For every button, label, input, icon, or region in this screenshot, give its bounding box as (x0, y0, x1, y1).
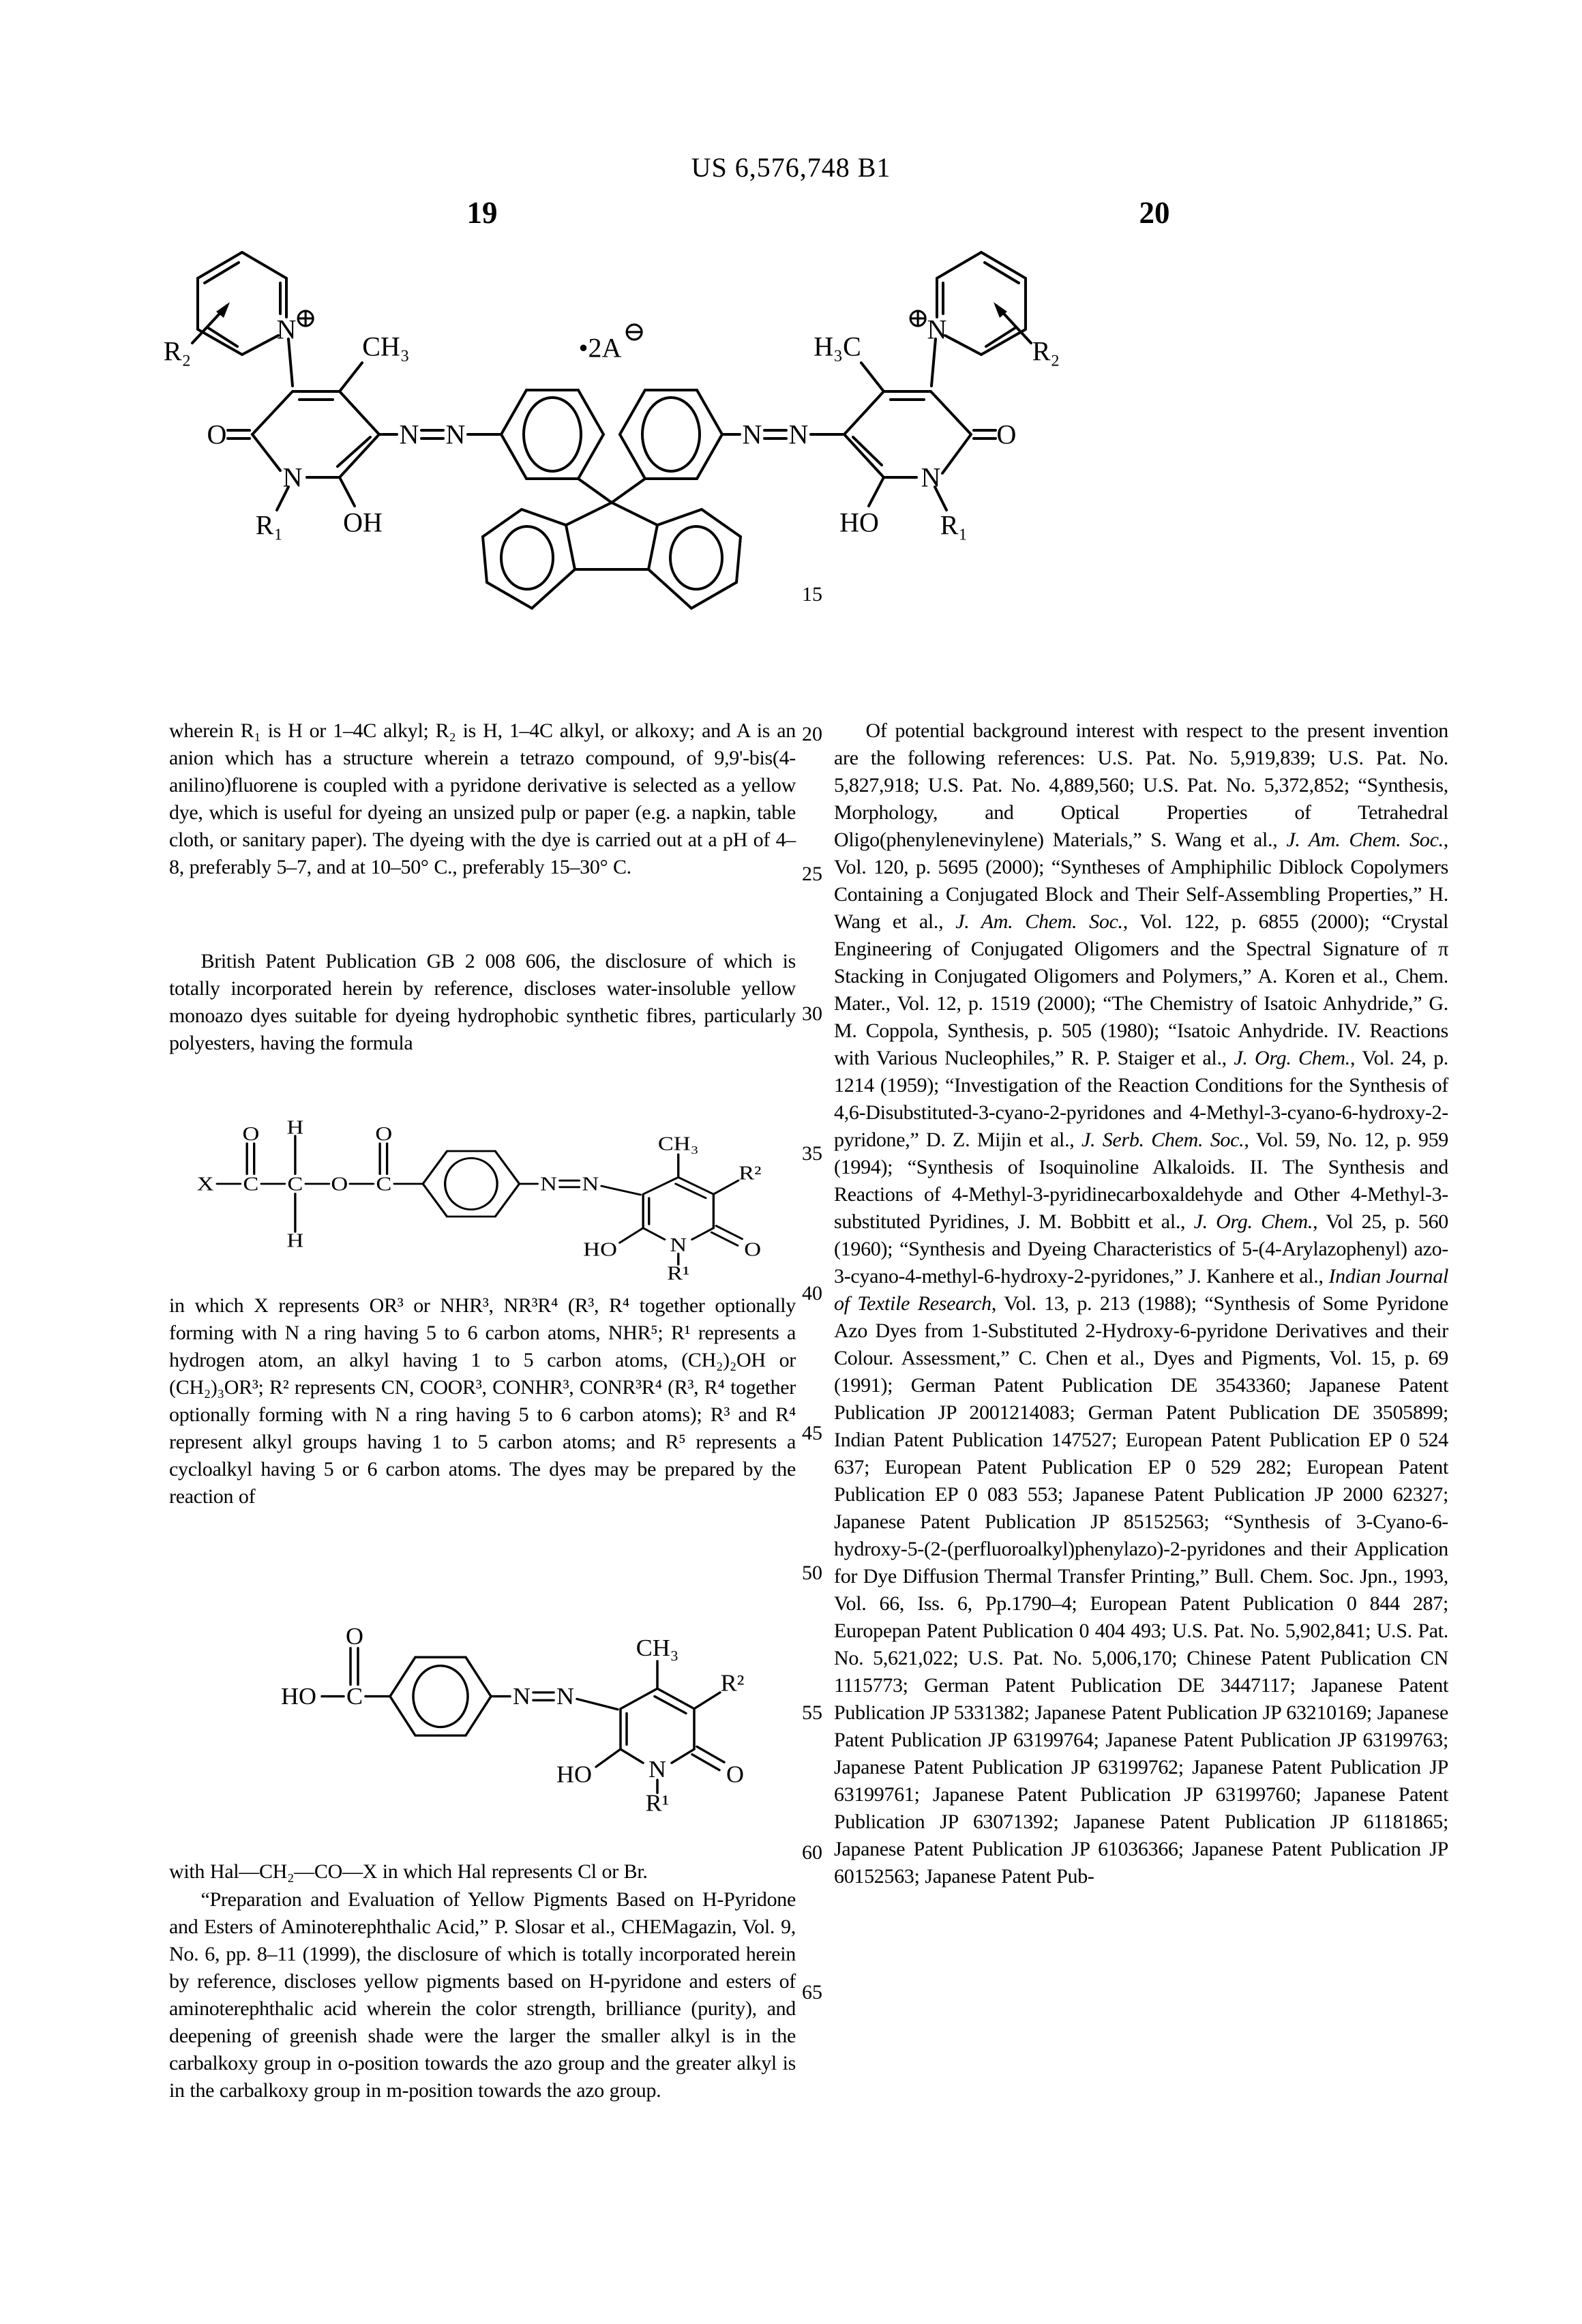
oxygen-label: O (375, 1122, 393, 1145)
ester-oxygen-label: O (331, 1173, 348, 1195)
counterion-text: •2A (578, 332, 622, 363)
anilino-phenyl-left (501, 390, 612, 503)
ring-nitrogen-label: N (282, 462, 303, 493)
carbonyl-oxygen-label: O (207, 419, 227, 450)
plus-charge-icon: ⊕ (906, 302, 929, 333)
azo-nitrogen-label: N (445, 419, 466, 450)
hydroxyl-label: OH (343, 507, 383, 538)
paragraph-substituent-definitions: in which X represents OR³ or NHR³, NR³R⁴ (R³, R⁴ together optionally forming with N a ring having 5 to 6 carbon atoms, NHR⁵; R¹ represents a hydrogen atom, an alkyl having 1 to 5 carbon atoms, (CH₂)₂OH or (CH₂)₃OR³; R² represents CN, COOR³, CONHR³, CONR³R⁴ (R³, R⁴ together optionally forming with N a ring having 5 to 6 carbon atoms); R³ and R⁴ represent alkyl groups having 1 to 5 carbon atoms; and R⁵ represents a cycloalkyl having 5 or 6 carbon atoms. The dyes may be prepared by the reaction of (169, 1294, 796, 1508)
azo-group (491, 1684, 618, 1710)
hydrogen-label: H (286, 1230, 304, 1252)
hydroxyl-label: HO (839, 507, 879, 538)
gutter-line-number: 60 (802, 1841, 822, 1864)
gutter-line-number: 40 (802, 1282, 822, 1305)
gutter-line-number: 25 (802, 863, 822, 885)
monoazo-dye-formula-structure (191, 1091, 777, 1285)
ring-nitrogen-label: N (648, 1756, 666, 1783)
paragraph-slosar-reference: “Preparation and Evaluation of Yellow Pigments Based on H-Pyridone and Esters of Aminoterephthalic Acid,” P. Slosar et al., CHEMagazin, Vol. 9, No. 6, pp. 8–11 (1999), the disclosure of which is totally incorporated herein by reference, discloses yellow pigments based on H-pyridone and esters of aminoterephthalic acid wherein the color strength, brilliance (purity), and deepening of greenish shade were the larger the smaller alkyl is in the carbalkoxy group in o-position towards the azo group and the greater alkyl is in the carbalkoxy group in m-position towards the azo group. (169, 1888, 796, 2102)
hydroxyl-label: HO (556, 1761, 592, 1788)
pyridinium-ring-right (906, 252, 1060, 367)
carbonyl-oxygen-label: O (726, 1761, 744, 1788)
gutter-line-number: 55 (802, 1701, 822, 1724)
methyl-label: H₃C (814, 331, 861, 362)
azo-nitrogen-label: N (540, 1173, 558, 1195)
fluorene-core (483, 503, 741, 608)
oxygen-label: O (346, 1623, 363, 1650)
azo-nitrogen-label: N (788, 419, 809, 450)
r1-substituent-label: R¹ (667, 1262, 690, 1285)
gutter-line-number: 30 (802, 1002, 822, 1025)
carbon-label: C (243, 1173, 259, 1195)
azo-nitrogen-label: N (399, 419, 419, 450)
column-number-19: 19 (466, 196, 498, 230)
pyridone-ring (556, 1635, 744, 1817)
hydroxyl-label: HO (281, 1683, 316, 1710)
counterion-label (579, 316, 646, 363)
carboxy-azo-dye-structure (273, 1585, 805, 1817)
azo-group (520, 1173, 641, 1195)
methyl-label: CH₃ (362, 331, 410, 362)
x-group-label: X (196, 1173, 214, 1195)
hydroxyl-label: HO (583, 1238, 617, 1260)
carbon-label: C (287, 1173, 303, 1195)
azo-group-right (722, 419, 844, 450)
oxygen-label: O (242, 1122, 260, 1145)
counterion-charge-icon: ⊖ (623, 316, 646, 347)
azo-nitrogen-label: N (513, 1683, 531, 1710)
pyridone-ring-right (814, 331, 1016, 541)
r2-substituent-label: R₂ (163, 336, 192, 367)
methyl-label: CH₃ (636, 1635, 679, 1661)
paragraph-background-references: Of potential background interest with respect to the present invention are the following references: U.S. Pat. No. 5,919,839; U.S. Pat. No. 5,827,918; U.S. Pat. No. 4,889,560; U.S. Pat. No. 5,372,852; “Synthesis, Morphology, and Optical Properties of Tetrahedral Oligo(phenylenevinylene) Materials,” S. Wang et al., J. Am. Chem. Soc., Vol. 120, p. 5695 (2000); “Syntheses of Amphiphilic Diblock Copolymers Containing a Conjugated Block and Their Self-Assembling Properties,” H. Wang et al., J. Am. Chem. Soc., Vol. 122, p. 6855 (2000); “Crystal Engineering of Conjugated Oligomers and the Spectral Signature of π Stacking in Conjugated Oligomers and Polymers,” A. Koren et al., Chem. Mater., Vol. 12, p. 1519 (2000); “The Chemistry of Isatoic Anhydride,” G. M. Coppola, Synthesis, p. 505 (1980); “Isatoic Anhydride. IV. Reactions with Various Nucleophiles,” R. P. Staiger et al., J. Org. Chem., Vol. 24, p. 1214 (1959); “Investigation of the Reaction Conditions for the Synthesis of 4,6-Disubstituted-3-cyano-2-pyridones and 4-Methyl-3-cyano-6-hydroxy-2-pyridone,” D. Z. Mijin et al., J. Serb. Chem. Soc., Vol. 59, No. 12, p. 959 (1994); “Synthesis of Isoquinoline Alkaloids. II. The Synthesis and Reactions of 4-Methyl-3-pyridinecarboxaldehyde and Other 4-Methyl-3-substituted Pyridines, J. M. Bobbitt et al., J. Org. Chem., Vol 25, p. 560 (1960); “Synthesis and Dyeing Characteristics of 5-(4-Arylazophenyl) azo-3-cyano-4-methyl-6-hydroxy-2-pyridones,” J. Kanhere et al., Indian Journal of Textile Research, Vol. 13, p. 213 (1988); “Synthesis of Some Pyridone Azo Dyes from 1-Substituted 2-Hydroxy-6-pyridone Derivatives and their Colour. Assessment,” C. Chen et al., Dyes and Pigments, Vol. 15, p. 69 (1991); German Patent Publication DE 3543360; Japanese Patent Publication JP 2001214083; German Patent Publication DE 3505899; Indian Patent Publication 147527; European Patent Publication EP 0 524 637; European Patent Publication EP 0 529 282; European Patent Publication EP 0 083 553; Japanese Patent Publication JP 2000 62327; Japanese Patent Publication JP 85152563; “Synthesis of 3-Cyano-6-hydroxy-5-(2-(perfluoroalkyl)phenylazo)-2-pyridones and their Application for Dye Diffusion Thermal Transfer Printing,” Bull. Chem. Soc. Jpn., 1993, Vol. 66, Iss. 6, Pp.1790–4; European Patent Publication 0 844 287; Europepan Patent Publication 0 404 493; U.S. Pat. No. 5,902,841; U.S. Pat. No. 5,621,022; U.S. Pat. No. 5,006,170; Chinese Patent Publication CN 1115773; German Patent Publication DE 3447117; Japanese Patent Publication JP 5331382; Japanese Patent Publication JP 63210169; Japanese Patent Publication JP 63199764; Japanese Patent Publication JP 63199763; Japanese Patent Publication JP 63199762; Japanese Patent Publication JP 63199761; Japanese Patent Publication JP 63199760; Japanese Patent Publication JP 63071392; Japanese Patent Publication JP 61181865; Japanese Patent Publication JP 61036366; Japanese Patent Publication JP 60152563; Japanese Patent Pub- (834, 719, 1448, 1888)
r1-substituent-label: R¹ (645, 1790, 670, 1817)
carboxylic-acid-group (281, 1624, 390, 1710)
ring-nitrogen-label: N (921, 462, 941, 493)
azo-nitrogen-label: N (556, 1683, 574, 1710)
carbon-label: C (346, 1683, 363, 1710)
patent-number-header: US 6,576,748 B1 (691, 152, 891, 183)
methyl-label: CH₃ (657, 1132, 699, 1154)
ring-nitrogen-label: N (670, 1234, 687, 1256)
gutter-line-number: 35 (802, 1142, 822, 1165)
carbon-label: C (376, 1173, 392, 1195)
pyridinium-ring-left (164, 252, 317, 367)
azo-group-left (379, 419, 501, 450)
azo-nitrogen-label: N (582, 1173, 599, 1195)
r1-substituent-label: R₁ (940, 509, 968, 541)
ester-chain (197, 1116, 423, 1251)
gutter-line-number: 50 (802, 1562, 822, 1584)
paragraph-british-patent: British Patent Publication GB 2 008 606, the disclosure of which is totally incorporated herein by reference, discloses water-insoluble yellow monoazo dyes suitable for dyeing hydrophobic synthetic fibres, particularly polyesters, having the formula (169, 950, 796, 1054)
gutter-line-number: 15 (802, 583, 822, 606)
gutter-line-number: 45 (802, 1422, 822, 1444)
carbonyl-oxygen-label: O (996, 419, 1017, 450)
r1-substituent-label: R₁ (255, 509, 284, 541)
paragraph-wherein-definition: wherein R₁ is H or 1–4C alkyl; R₂ is H, 1–4C alkyl, or alkoxy; and A is an anion which has a structure wherein a tetrazo compound, of 9,9'-bis(4-anilino)fluorene is coupled with a pyridone derivative is selected as a yellow dye, which is useful for dyeing an unsized pulp or paper (e.g. a napkin, table cloth, or sanitary paper). The dyeing with the dye is carried out at a pH of 4–8, preferably 5–7, and at 10–50° C., preferably 15–30° C. (169, 719, 796, 878)
paragraph-hal-reaction: with Hal—CH₂—CO—X in which Hal represents Cl or Br. (169, 1860, 648, 1883)
hydrogen-label: H (286, 1116, 304, 1138)
benzene-ring (390, 1657, 491, 1735)
gutter-line-number: 20 (802, 723, 822, 745)
azo-nitrogen-label: N (742, 419, 762, 450)
r2-substituent-label: R² (720, 1670, 745, 1697)
column-number-20: 20 (1139, 196, 1170, 230)
pyridone-ring (583, 1133, 761, 1284)
anilino-phenyl-right (612, 390, 722, 503)
r2-substituent-label: R² (738, 1162, 762, 1184)
gutter-line-number: 65 (802, 1981, 822, 2003)
nitrogen-plus-label: N (927, 314, 947, 345)
nitrogen-plus-label: N (276, 314, 297, 345)
bis-azo-fluorene-dye-structure (157, 245, 1425, 617)
r2-substituent-label: R₂ (1032, 336, 1060, 367)
benzene-ring (423, 1151, 519, 1217)
carbonyl-oxygen-label: O (744, 1238, 762, 1260)
plus-charge-icon: ⊕ (294, 302, 317, 333)
